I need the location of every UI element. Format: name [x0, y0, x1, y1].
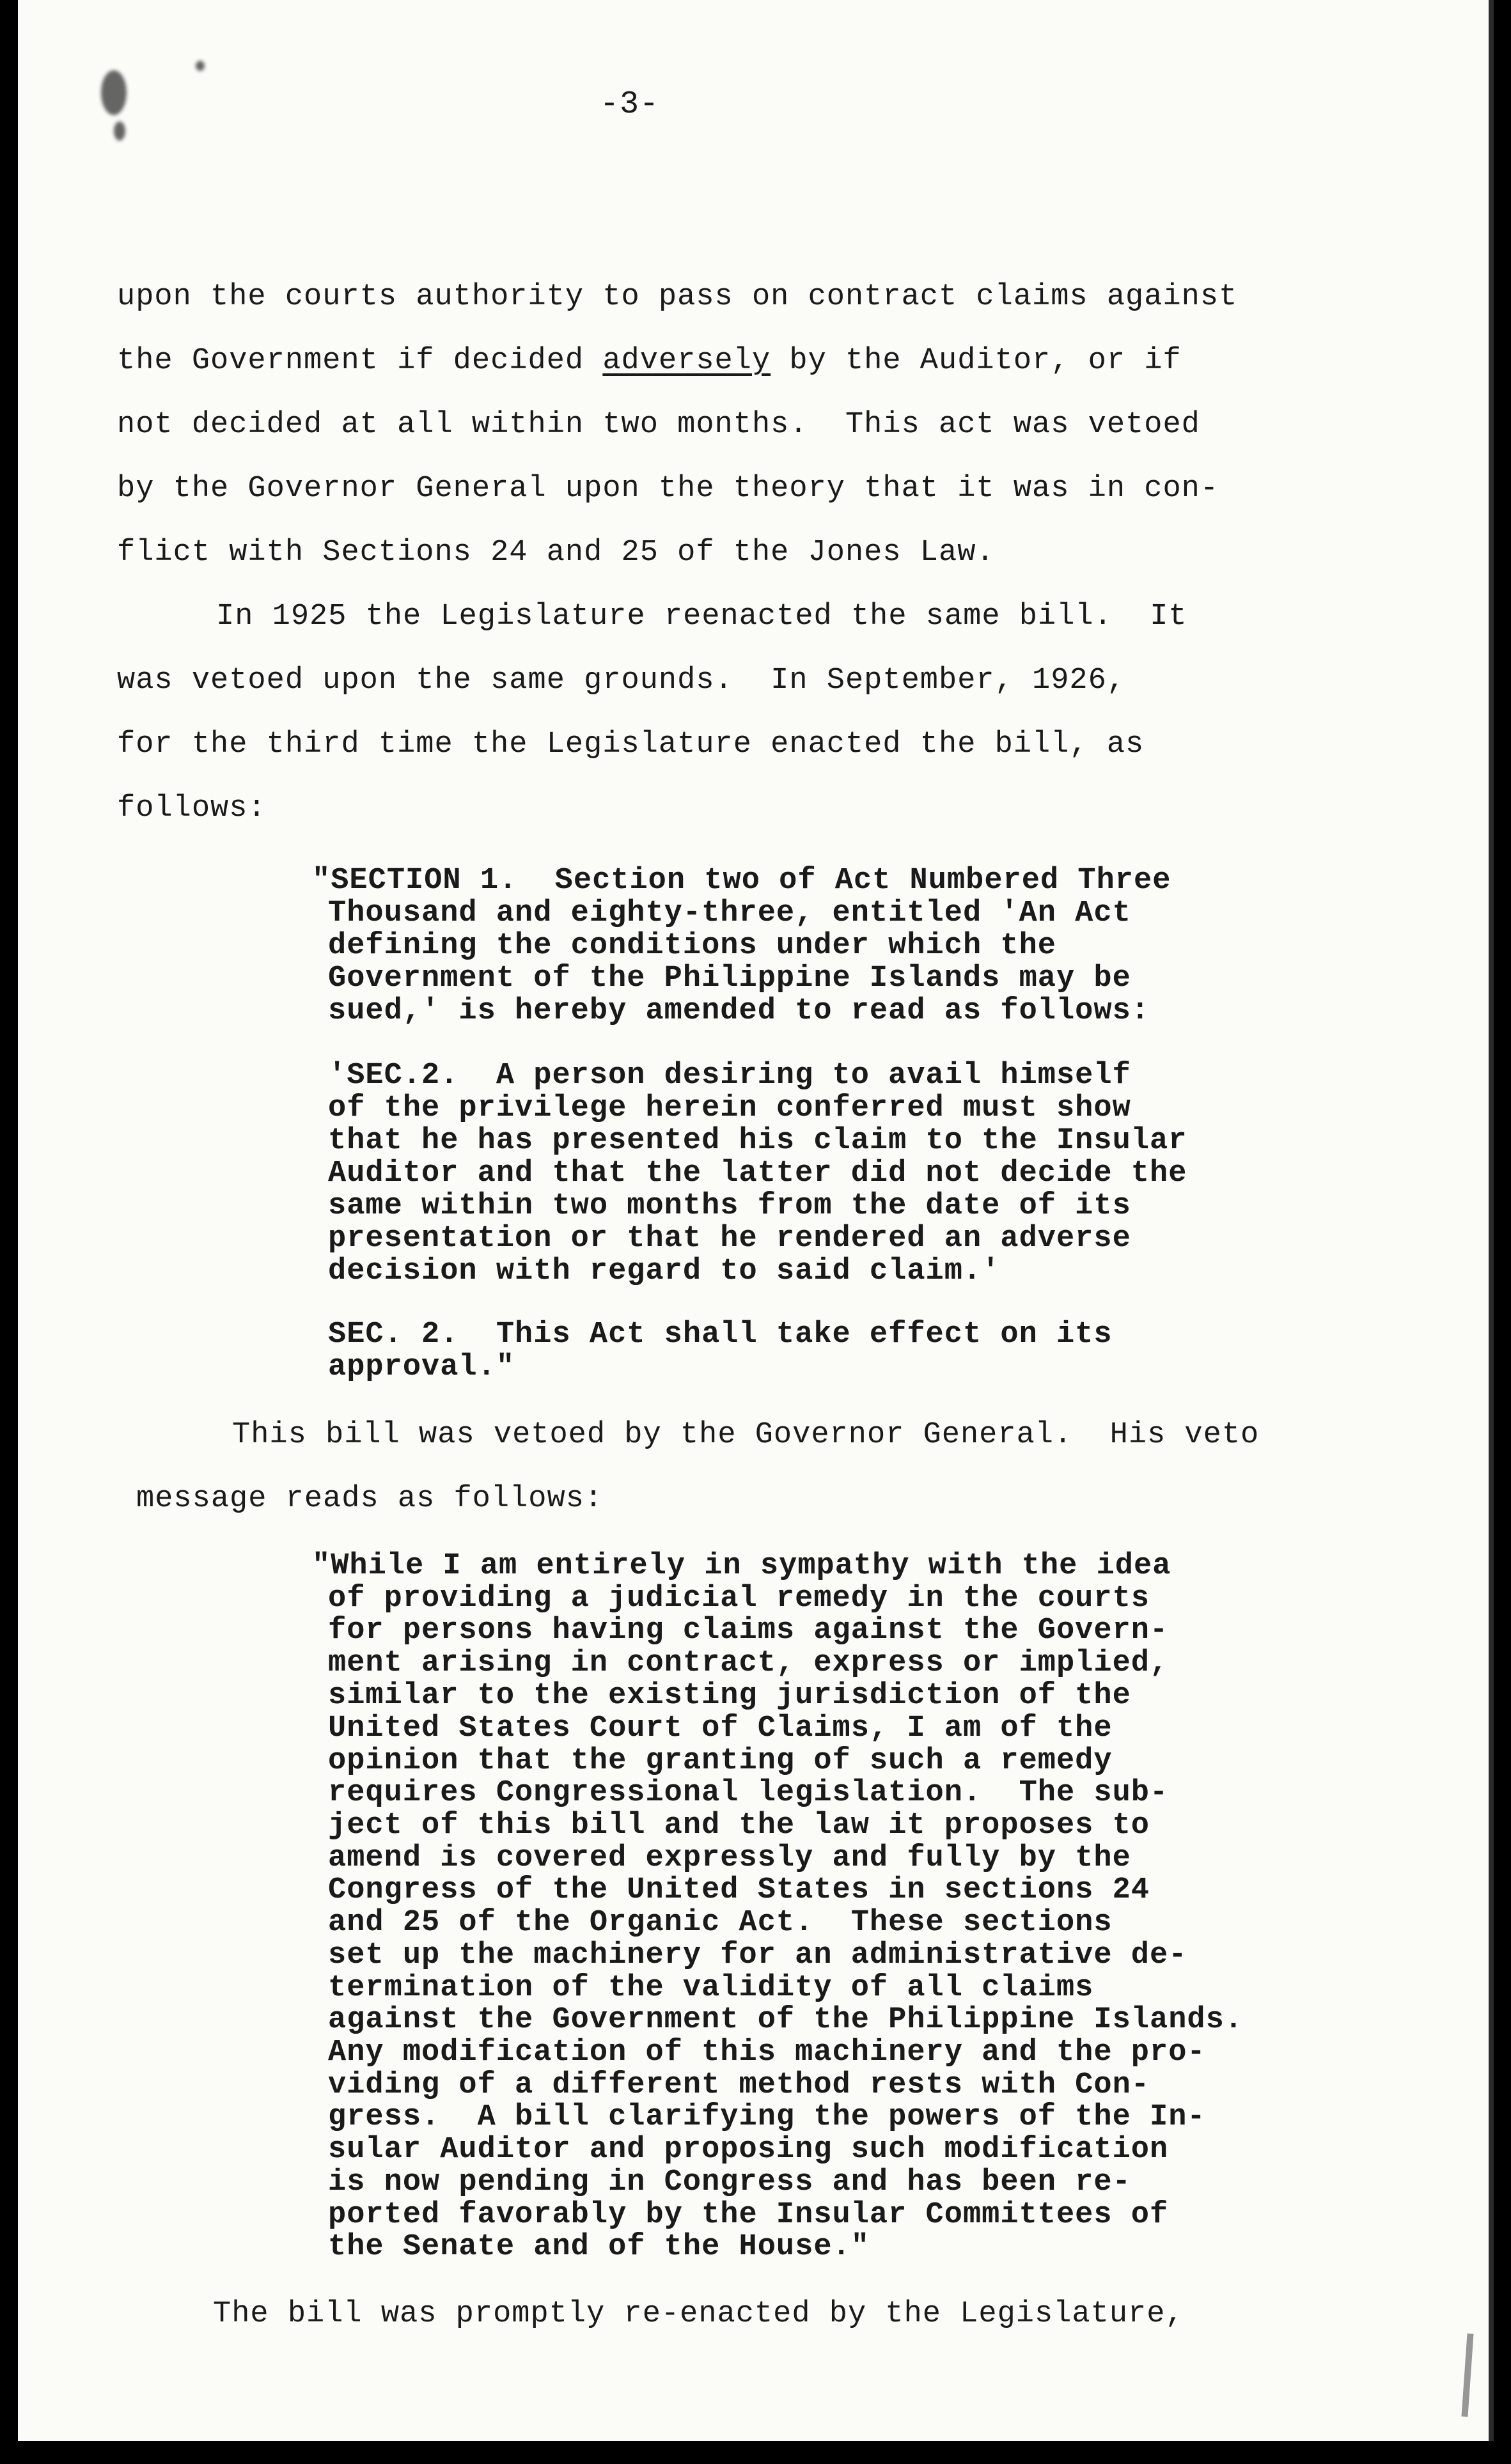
quote-line: that he has presented his claim to the Insular	[328, 1124, 1187, 1158]
quote-line: Any modification of this machinery and the pro-	[328, 2036, 1206, 2070]
quote-line: viding of a different method rests with Con-	[328, 2068, 1150, 2102]
quote-line: set up the machinery for an administrative de-	[328, 1938, 1187, 1972]
quote-line: ment arising in contract, express or implied,	[328, 1646, 1169, 1680]
text-line: follows:	[117, 791, 267, 825]
text-line: by the Governor General upon the theory that it was in con-	[117, 472, 1219, 506]
text-line: message reads as follows:	[136, 1482, 604, 1516]
quote-line: is now pending in Congress and has been re-	[328, 2165, 1131, 2199]
quote-line: ject of this bill and the law it proposes to	[328, 1809, 1150, 1843]
text-line: The bill was promptly re-enacted by the Legislature,	[213, 2297, 1184, 2331]
quote-line: of providing a judicial remedy in the courts	[328, 1582, 1150, 1616]
quote-line: "While I am entirely in sympathy with the idea	[312, 1549, 1171, 1583]
quote-line: 'SEC.2. A person desiring to avail himself	[328, 1059, 1131, 1093]
text-line: This bill was vetoed by the Governor General. His veto	[232, 1418, 1260, 1452]
quote-line: for persons having claims against the Govern-	[328, 1614, 1169, 1648]
quote-line: United States Court of Claims, I am of the	[328, 1712, 1113, 1745]
text-line	[117, 342, 1182, 380]
quote-line: defining the conditions under which the	[328, 929, 1056, 963]
quote-line: against the Government of the Philippine Islands.	[328, 2003, 1244, 2037]
quote-line: "SECTION 1. Section two of Act Numbered Three	[312, 864, 1171, 898]
quote-line: presentation or that he rendered an adverse	[328, 1222, 1131, 1256]
quote-line: Congress of the United States in sections 24	[328, 1873, 1150, 1907]
text-line: for the third time the Legislature enacted the bill, as	[117, 728, 1145, 761]
margin-mark	[1461, 2334, 1473, 2417]
quote-line: ported favorably by the Insular Committees of	[328, 2198, 1169, 2232]
text-line: not decided at all within two months. This act was vetoed	[117, 408, 1200, 442]
quote-line: requires Congressional legislation. The sub-	[328, 1776, 1169, 1810]
page-number: -3-	[600, 86, 660, 123]
text-segment: by the Auditor, or if	[771, 344, 1182, 378]
document-page	[18, 0, 1494, 2441]
quote-line: sued,' is hereby amended to read as follows:	[328, 994, 1150, 1028]
text-line: was vetoed upon the same grounds. In September, 1926,	[117, 664, 1126, 698]
quote-line: gress. A bill clarifying the powers of the In-	[328, 2100, 1206, 2134]
quote-line: termination of the validity of all claims	[328, 1971, 1094, 2005]
quote-line: Auditor and that the latter did not decide the	[328, 1157, 1187, 1190]
quote-line: sular Auditor and proposing such modification	[328, 2133, 1169, 2167]
quote-line: similar to the existing jurisdiction of the	[328, 1679, 1131, 1713]
quote-line: Government of the Philippine Islands may be	[328, 962, 1131, 995]
text-line: In 1925 the Legislature reenacted the same bill. It	[216, 600, 1187, 634]
quote-line: the Senate and of the House."	[328, 2230, 870, 2264]
ink-smudge	[101, 70, 127, 115]
quote-line: decision with regard to said claim.'	[328, 1254, 1001, 1288]
underlined-word: adversely	[602, 344, 771, 378]
text-segment: the Government if decided	[117, 344, 603, 378]
quote-line: opinion that the granting of such a remedy	[328, 1744, 1113, 1778]
ink-dot	[196, 61, 205, 71]
quote-line: approval."	[328, 1350, 515, 1384]
quote-line: same within two months from the date of its	[328, 1189, 1131, 1223]
quote-line: Thousand and eighty-three, entitled 'An Act	[328, 896, 1131, 930]
ink-smudge	[114, 121, 125, 141]
quote-line: of the privilege herein conferred must show	[328, 1091, 1131, 1125]
quote-line: and 25 of the Organic Act. These sections	[328, 1906, 1113, 1940]
quote-line: SEC. 2. This Act shall take effect on its	[328, 1318, 1113, 1352]
text-line: upon the courts authority to pass on contract claims against	[117, 280, 1238, 314]
text-line: flict with Sections 24 and 25 of the Jones Law.	[117, 536, 995, 570]
quote-line: amend is covered expressly and fully by the	[328, 1841, 1131, 1875]
